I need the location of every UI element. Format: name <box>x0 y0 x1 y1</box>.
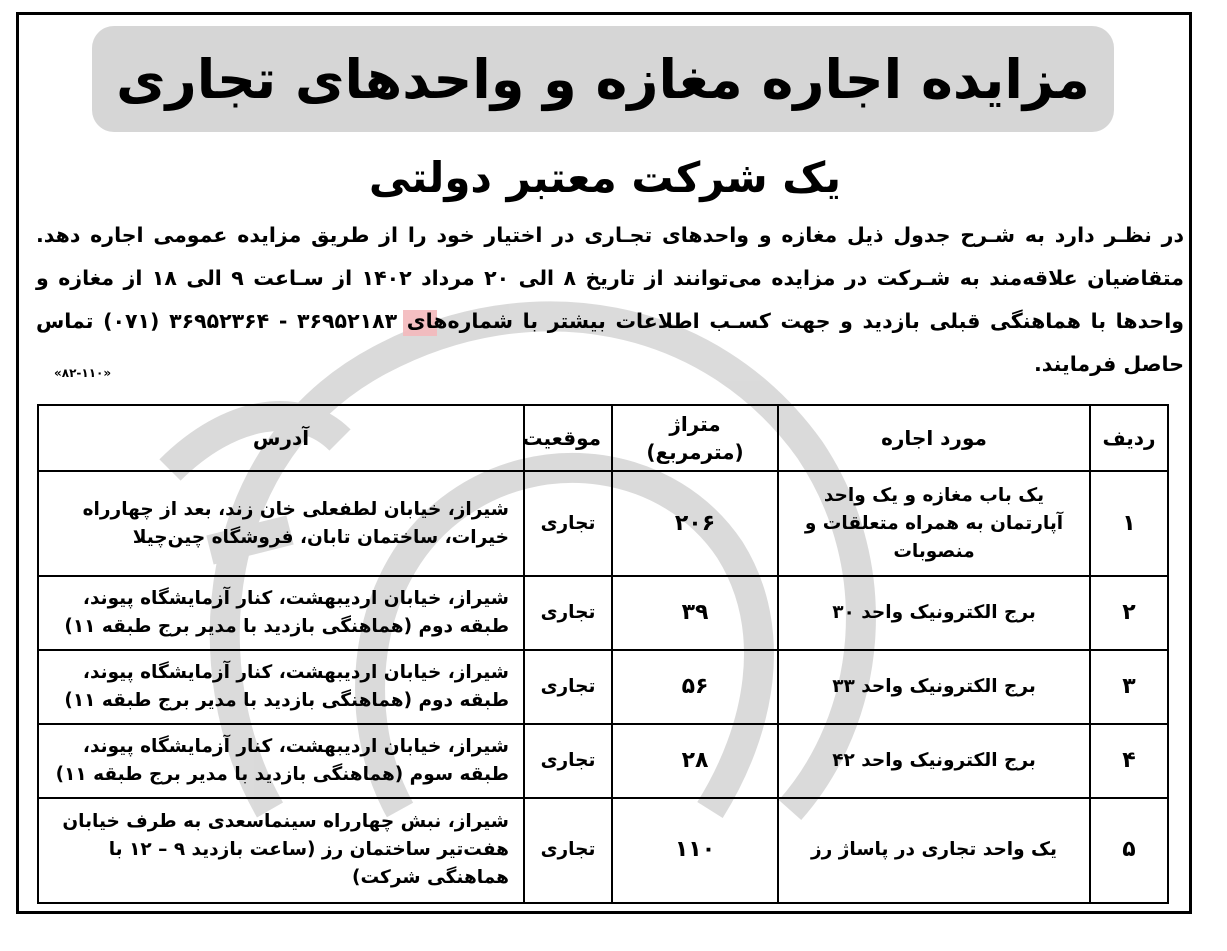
table-row <box>38 798 1168 903</box>
header-item: مورد اجاره <box>778 405 1090 471</box>
header-area: متراژ (مترمربع) <box>612 405 778 471</box>
header-address: آدرس <box>38 405 524 471</box>
cell-position: تجاری <box>524 576 612 650</box>
header-position: موقعیت <box>524 405 612 471</box>
notice-text-part1: در نظـر دارد به شـرح جدول ذیل مغازه و واحدهای تجـاری در اختیار خود را از طریق مزایده عمومی اجاره دهد. متقاضیان علاقه‌مند به شـرکت در مزایده می‌توانند از تاریخ ۸ الی ۲۰ مرداد ۱۴۰۲ از سـاعت ۹ الی ۱۸ از مغازه و واحدها با هماهنگی قبلی بازدید و جهت کسـب اطلاعات بیشتر با شماره <box>36 223 1184 333</box>
reference-code: «۸۲-۱۱۰» <box>54 366 112 380</box>
page-title: مزایده اجاره مغازه و واحدهای تجاری <box>92 26 1114 132</box>
table-header-row <box>38 405 1168 471</box>
table-row <box>38 471 1168 576</box>
cell-position: تجاری <box>524 471 612 576</box>
cell-row-no: ۲ <box>1090 576 1168 650</box>
cell-row-no: ۵ <box>1090 798 1168 903</box>
cell-item: برج الکترونیک واحد ۳۰ <box>778 576 1090 650</box>
cell-address: شیراز، نبش چهارراه سینماسعدی به طرف خیابان هفت‌تیر ساختمان رز (ساعت بازدید ۹ – ۱۲ با هماهنگی شرکت) <box>38 798 524 903</box>
cell-area: ۱۱۰ <box>612 798 778 903</box>
cell-position: تجاری <box>524 798 612 903</box>
cell-position: تجاری <box>524 650 612 724</box>
cell-area: ۳۹ <box>612 576 778 650</box>
table-row <box>38 650 1168 724</box>
cell-area: ۵۶ <box>612 650 778 724</box>
cell-item: برج الکترونیک واحد ۳۳ <box>778 650 1090 724</box>
cell-row-no: ۴ <box>1090 724 1168 798</box>
cell-area: ۲۰۶ <box>612 471 778 576</box>
cell-address: شیراز، خیابان اردیبهشت، کنار آزمایشگاه پیوند، طبقه سوم (هماهنگی بازدید با مدیر برج طبقه ۱۱) <box>38 724 524 798</box>
cell-address: شیراز، خیابان اردیبهشت، کنار آزمایشگاه پیوند، طبقه دوم (هماهنگی بازدید با مدیر برج طبقه ۱۱) <box>38 576 524 650</box>
header-row-no: ردیف <box>1090 405 1168 471</box>
cell-address: شیراز، خیابان اردیبهشت، کنار آزمایشگاه پیوند، طبقه دوم (هماهنگی بازدید با مدیر برج طبقه ۱۱) <box>38 650 524 724</box>
cell-item: یک واحد تجاری در پاساژ رز <box>778 798 1090 903</box>
lease-table <box>37 404 1169 904</box>
cell-row-no: ۱ <box>1090 471 1168 576</box>
cell-item: یک باب مغازه و یک واحد آپارتمان به همراه متعلقات و منصوبات <box>778 471 1090 576</box>
subtitle: یک شرکت معتبر دولتی <box>368 152 842 202</box>
cell-row-no: ۳ <box>1090 650 1168 724</box>
notice-text-part2: ۳۶۹۵۲۱۸۳ - ۳۶۹۵۲۳۶۴ (۰۷۱) تماس حاصل فرمایند. <box>36 309 1184 376</box>
table-row <box>38 576 1168 650</box>
cell-item: برج الکترونیک واحد ۴۲ <box>778 724 1090 798</box>
cell-address: شیراز، خیابان لطفعلی خان زند، بعد از چهارراه خیرات، ساختمان تابان، فروشگاه چین‌چیلا <box>38 471 524 576</box>
table-row <box>38 724 1168 798</box>
highlight-mark: های <box>407 300 448 343</box>
cell-area: ۲۸ <box>612 724 778 798</box>
notice-paragraph <box>36 214 1184 394</box>
cell-position: تجاری <box>524 724 612 798</box>
